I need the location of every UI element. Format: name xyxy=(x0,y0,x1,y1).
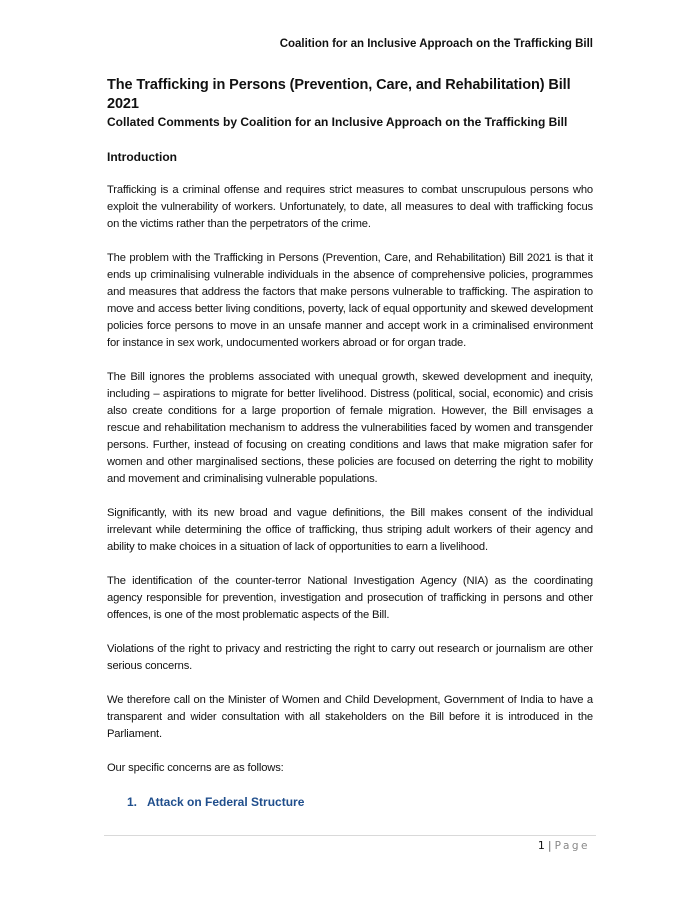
running-header: Coalition for an Inclusive Approach on the Trafficking Bill xyxy=(279,38,593,50)
page-number xyxy=(538,839,590,852)
list-item-label: Attack on Federal Structure xyxy=(147,795,305,809)
list-item-number: 1. xyxy=(127,795,138,809)
paragraph: The Bill ignores the problems associated with unequal growth, skewed development and inequity, including – aspirations to migrate for better livelihood. Distress (political, social, economic) and crisis also create conditions for a large proportion of female migration. However, the Bill envisages a rescue and rehabilitation mechanism to address the vulnerabilities faced by women and transgender persons. Further, instead of focusing on creating conditions and laws that make migration safer for women and other marginalised sections, these policies are focused on deterring the right to mobility and movement and criminalising vulnerable populations. xyxy=(107,371,593,485)
paragraph: The identification of the counter-terror National Investigation Agency (NIA) as the coordinating agency responsible for prevention, investigation and prosecution of trafficking in persons and other offences, is one of the most problematic aspects of the Bill. xyxy=(107,575,593,621)
document-body xyxy=(107,76,593,810)
page-word: Page xyxy=(554,840,590,852)
page-number-separator: | xyxy=(547,839,552,852)
paragraph: The problem with the Trafficking in Persons (Prevention, Care, and Rehabilitation) Bill 2021 is that it ends up criminalising vulnerable individuals in the absence of comprehensive policies, programmes and measures that address the factors that make persons vulnerable to trafficking. The aspiration to move and access better living conditions, poverty, lack of equal opportunity and skewed development policies force persons to move in an unsafe manner and accept work in a criminalised environment for instance in sex work, undocumented workers abroad or for organ trade. xyxy=(107,252,593,349)
paragraph: Our specific concerns are as follows: xyxy=(107,762,284,774)
paragraph: Violations of the right to privacy and restricting the right to carry out research or journalism are other serious concerns. xyxy=(107,643,593,672)
list-item xyxy=(107,794,593,810)
paragraph: We therefore call on the Minister of Women and Child Development, Government of India to have a transparent and wider consultation with all stakeholders on the Bill before it is introduced in the Parliament. xyxy=(107,694,593,740)
paragraph: Significantly, with its new broad and vague definitions, the Bill makes consent of the individual irrelevant while determining the office of trafficking, thus striping adult workers of their agency and ability to make choices in a situation of lack of opportunities to earn a livelihood. xyxy=(107,507,593,553)
document-subtitle: Collated Comments by Coalition for an Inclusive Approach on the Trafficking Bill xyxy=(107,115,568,129)
document-title: The Trafficking in Persons (Prevention, Care, and Rehabilitation) Bill 2021 xyxy=(107,77,571,112)
section-heading-introduction: Introduction xyxy=(107,150,177,164)
footer-divider xyxy=(104,835,596,836)
paragraph: Trafficking is a criminal offense and requires strict measures to combat unscrupulous persons who exploit the vulnerability of workers. Unfortunately, to date, all measures to deal with trafficking focus on the victims rather than the perpetrators of the crime. xyxy=(107,184,593,230)
page-number-value: 1 xyxy=(537,839,545,852)
concerns-list xyxy=(107,794,593,810)
